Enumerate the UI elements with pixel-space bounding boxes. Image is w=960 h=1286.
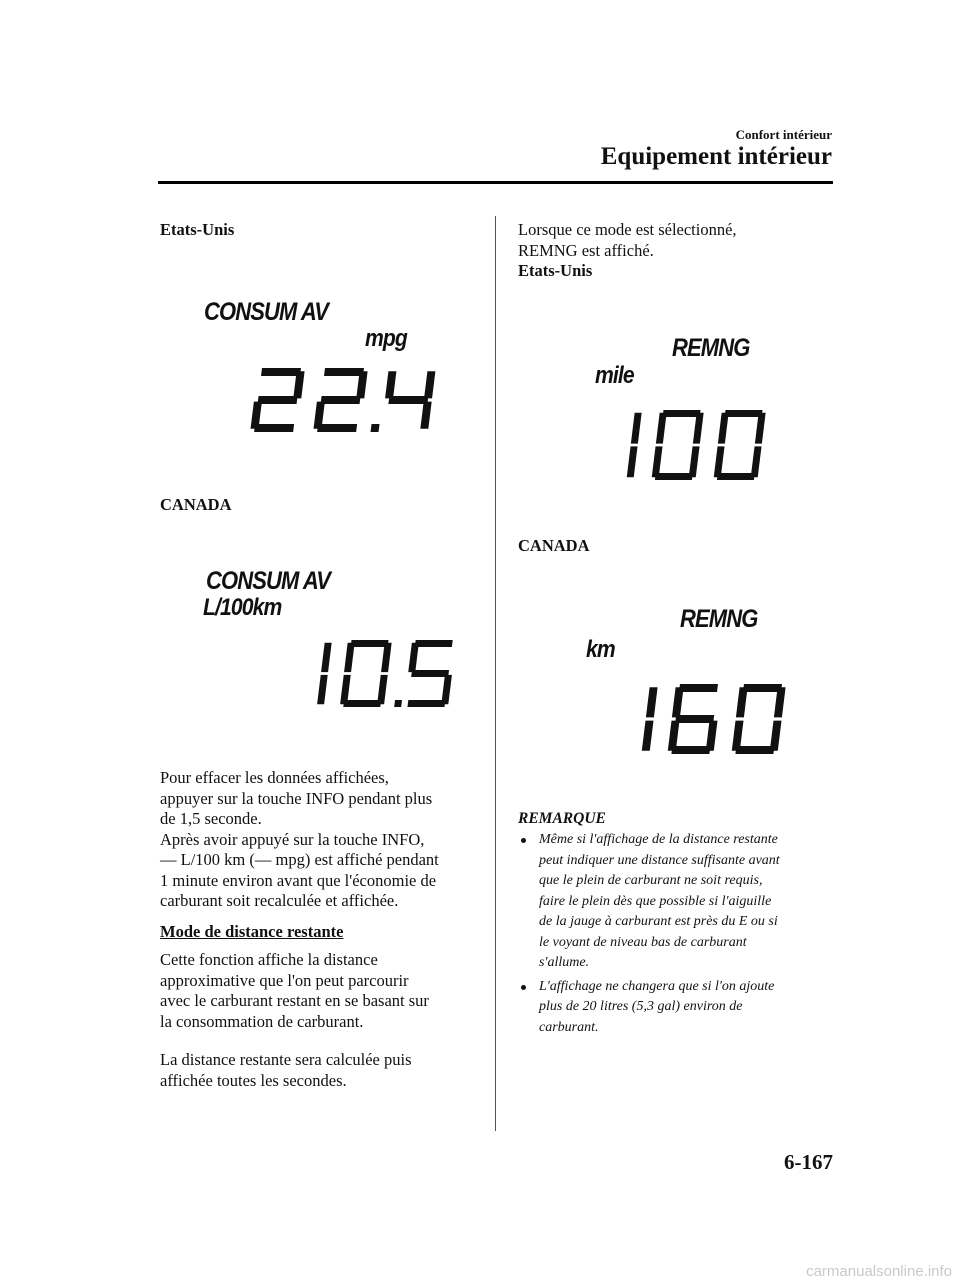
digit-segment xyxy=(642,721,654,751)
digit-segment xyxy=(317,675,328,704)
usa-label: Etats-Unis xyxy=(518,261,593,280)
digit-segment xyxy=(693,413,704,444)
digit-segment xyxy=(261,368,301,376)
display-title: CONSUM AV xyxy=(204,298,329,326)
digit-segment xyxy=(420,402,431,429)
digit-segment xyxy=(725,410,763,417)
digit-segment xyxy=(424,371,435,398)
digit-segment xyxy=(663,410,701,417)
section-label: Confort intérieur xyxy=(735,127,832,142)
digit-segment xyxy=(415,640,453,647)
digit-segment xyxy=(388,396,428,404)
paragraph: Cette fonction affiche la distance approximative que l'on peut parcourir avec le carburant restant en se basant sur la consommation de carburant. xyxy=(160,950,429,1031)
display-title: REMNG xyxy=(672,334,750,362)
segment-display xyxy=(598,410,898,490)
digit-segment xyxy=(258,396,298,404)
display-unit: mpg xyxy=(365,325,407,352)
digit-segment xyxy=(717,473,755,480)
digit-segment xyxy=(377,675,388,704)
decimal-point xyxy=(394,700,402,707)
digit-segment xyxy=(718,413,729,444)
digit-segment xyxy=(736,687,748,717)
digit-segment xyxy=(254,424,294,432)
digit-segment xyxy=(646,687,658,717)
digit-segment xyxy=(631,413,642,444)
digit-segment xyxy=(735,746,774,754)
paragraph: Lorsque ce mode est sélectionné, REMNG est affiché. Etats-Unis xyxy=(518,220,828,282)
digit-segment xyxy=(343,700,381,707)
bullet-icon xyxy=(521,838,526,843)
digit-segment xyxy=(679,684,718,692)
digit-segment xyxy=(408,643,419,672)
paragraph: La distance restante sera calculée puis affichée toutes les secondes. xyxy=(160,1050,412,1090)
digit-segment xyxy=(714,446,725,477)
canada-label: CANADA xyxy=(518,536,590,555)
digit-segment xyxy=(671,746,710,754)
display-title: CONSUM AV xyxy=(206,567,331,595)
bullet-icon xyxy=(521,985,526,990)
page-number: 6-167 xyxy=(784,1150,833,1174)
digit-segment xyxy=(627,446,638,477)
digit-segment xyxy=(351,640,389,647)
list-item: Même si l'affichage de la distance restante peut indiquer une distance suffisante avant que le plein de carburant ne soit requis, faire le plein dès que possible si l'aiguille de la jauge à carburant est près du E ou si le voyant de niveau bas de carburant s'allume. xyxy=(519,830,839,974)
digit-segment xyxy=(407,700,445,707)
digit-segment xyxy=(411,670,449,677)
digit-segment xyxy=(441,675,452,704)
canada-label: CANADA xyxy=(160,495,232,514)
usa-label: Etats-Unis xyxy=(160,220,235,239)
section-title: Equipement intérieur xyxy=(600,143,832,170)
digit-segment xyxy=(340,675,351,704)
digit-segment xyxy=(706,721,718,751)
section-heading: Mode de distance restante xyxy=(160,922,344,941)
digit-segment xyxy=(381,643,392,672)
header-rule xyxy=(158,181,833,184)
segment-display xyxy=(612,684,912,764)
digit-segment xyxy=(689,446,700,477)
digit-segment xyxy=(743,684,782,692)
digit-segment xyxy=(324,368,364,376)
digit-segment xyxy=(321,643,332,672)
display-unit: km xyxy=(586,636,615,663)
digit-segment xyxy=(652,446,663,477)
digit-segment xyxy=(675,715,714,723)
decimal-point xyxy=(371,424,380,432)
digit-segment xyxy=(755,413,766,444)
digit-segment xyxy=(751,446,762,477)
digit-segment xyxy=(344,643,355,672)
display-title: REMNG xyxy=(680,605,758,633)
digit-segment xyxy=(656,413,667,444)
paragraph: Pour effacer les données affichées, appuyer sur la touche INFO pendant plus de 1,5 seconde. Après avoir appuyé sur la touche INFO, — L/100 km (— mpg) est affiché pendant 1 minute environ avant que l'économie de carburant soit recalculée et affichée. xyxy=(160,768,439,910)
segment-display xyxy=(258,368,558,442)
digit-segment xyxy=(321,396,361,404)
display-unit: mile xyxy=(595,362,634,389)
note-title: REMARQUE xyxy=(518,810,606,827)
display-unit: L/100km xyxy=(203,594,282,621)
digit-segment xyxy=(672,687,684,717)
list-item: L'affichage ne changera que si l'on ajoute plus de 20 litres (5,3 gal) environ de carburant. xyxy=(519,977,839,1039)
digit-segment xyxy=(655,473,693,480)
digit-segment xyxy=(385,371,396,398)
segment-display xyxy=(288,640,588,717)
digit-segment xyxy=(317,424,357,432)
note-list xyxy=(519,830,839,1038)
watermark: carmanualsonline.info xyxy=(806,1263,952,1280)
